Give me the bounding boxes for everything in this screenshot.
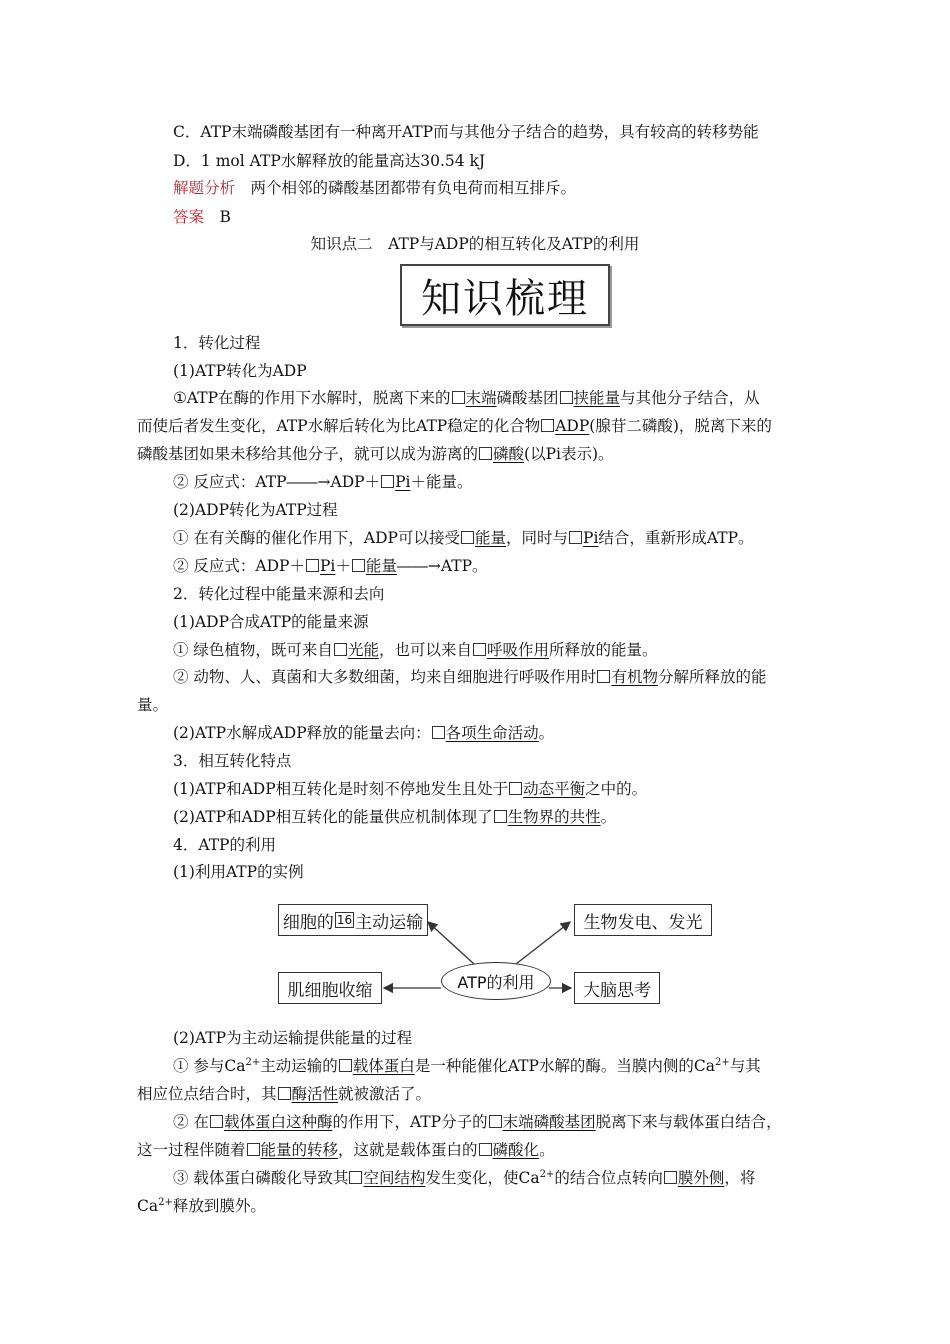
s2-1-line-c: 量。 xyxy=(137,696,169,714)
s4-heading: 4．ATP的利用 xyxy=(173,836,276,854)
s4-2-line-e: ③ 载体蛋白磷酸化导致其 空间结构发生变化，使$Ca^{2+}$的结合位点转向 膜外侧，将 xyxy=(173,1168,756,1187)
s3-1-line: (1)ATP和ADP相互转化是时刻不停地发生且处于 动态平衡之中的。 xyxy=(173,780,648,798)
s2-1-heading: (1)ADP合成ATP的能量来源 xyxy=(173,613,369,631)
s1-1-line-a: ①ATP在酶的作用下水解时，脱离下来的 末端磷酸基团 挟能量与其他分子结合，从 xyxy=(173,389,760,407)
box-active-transport: 细胞的 16 主动运输 xyxy=(278,904,428,936)
atp-usage-diagram xyxy=(268,892,724,1014)
s1-1-heading: (1)ATP转化为ADP xyxy=(173,362,307,380)
s2-1-line-a: ① 绿色植物，既可来自 光能，也可以来自 呼吸作用所释放的能量。 xyxy=(173,641,658,659)
answer-label: 答案 xyxy=(173,208,205,226)
answer-line xyxy=(173,206,231,228)
arrow-to-bioelectricity xyxy=(516,922,570,964)
box-brain-thinking: 大脑思考 xyxy=(574,972,660,1004)
box-bioelectricity: 生物发电、发光 xyxy=(574,904,712,936)
s4-2-heading: (2)ATP为主动运输提供能量的过程 xyxy=(173,1029,413,1047)
s1-1-reaction: ② 反应式：ATP――→ADP＋ Pi＋能量。 xyxy=(173,473,473,491)
knowledge-heading-box: 知识梳理 xyxy=(400,264,610,326)
atp-usage-ellipse: ATP的利用 xyxy=(441,962,551,1000)
s3-heading: 3．相互转化特点 xyxy=(173,752,292,770)
s4-1-heading: (1)利用ATP的实例 xyxy=(173,863,304,881)
s4-2-line-b: 相应位点结合时，其 酶活性就被激活了。 xyxy=(137,1085,432,1103)
s1-heading: 1．转化过程 xyxy=(173,334,261,352)
s1-1-line-c: 磷酸基团如果未移给其他分子，就可以成为游离的 磷酸(以Pi表示)。 xyxy=(137,445,614,463)
option-c: C．ATP末端磷酸基团有一种离开ATP而与其他分子结合的趋势，具有较高的转移势能 xyxy=(173,123,759,141)
analysis-text: 两个相邻的磷酸基团都带有负电荷而相互排斥。 xyxy=(250,179,577,197)
analysis-label: 解题分析 xyxy=(173,179,236,197)
option-d: D．1 mol ATP水解释放的能量高达30.54 kJ xyxy=(173,152,486,170)
s3-2-line: (2)ATP和ADP相互转化的能量供应机制体现了 生物界的共性。 xyxy=(173,808,617,826)
s1-2-line-a: ① 在有关酶的催化作用下，ADP可以接受 能量，同时与 Pi结合，重新形成ATP。 xyxy=(173,529,754,547)
s4-2-line-f: $Ca^{2+}$释放到膜外。 xyxy=(137,1196,266,1215)
s1-1-line-b: 而使后者发生变化，ATP水解后转化为比ATP稳定的化合物 ADP(腺苷二磷酸)，脱离下来的 xyxy=(137,417,772,435)
s1-2-reaction: ② 反应式：ADP＋ Pi＋ 能量――→ATP。 xyxy=(173,557,488,575)
analysis-line xyxy=(173,177,576,199)
answer-value: B xyxy=(219,208,231,226)
s4-2-line-a: ① 参与$Ca^{2+}$主动运输的 载体蛋白是一种能催化ATP水解的酶。当膜内侧的$Ca^{2+}$与其 xyxy=(173,1056,761,1075)
number-16-marker: 16 xyxy=(336,913,353,927)
s4-2-line-d: 这一过程伴随着 能量的转移，这就是载体蛋白的 磷酸化。 xyxy=(137,1141,555,1159)
s4-2-line-c: ② 在 载体蛋白这种酶的作用下，ATP分子的 末端磷酸基团脱离下来与载体蛋白结合， xyxy=(173,1113,782,1131)
s2-1-line-b: ② 动物、人、真菌和大多数细菌，均来自细胞进行呼吸作用时 有机物分解所释放的能 xyxy=(173,668,767,686)
s1-2-heading: (2)ADP转化为ATP过程 xyxy=(173,501,338,519)
box-muscle-contraction: 肌细胞收缩 xyxy=(278,972,382,1004)
s2-2-line: (2)ATP水解成ADP释放的能量去向： 各项生命活动。 xyxy=(173,724,555,742)
arrow-to-active-transport xyxy=(428,922,474,964)
section-title: 知识点二 ATP与ADP的相互转化及ATP的利用 xyxy=(310,235,640,253)
s2-heading: 2．转化过程中能量来源和去向 xyxy=(173,585,385,603)
